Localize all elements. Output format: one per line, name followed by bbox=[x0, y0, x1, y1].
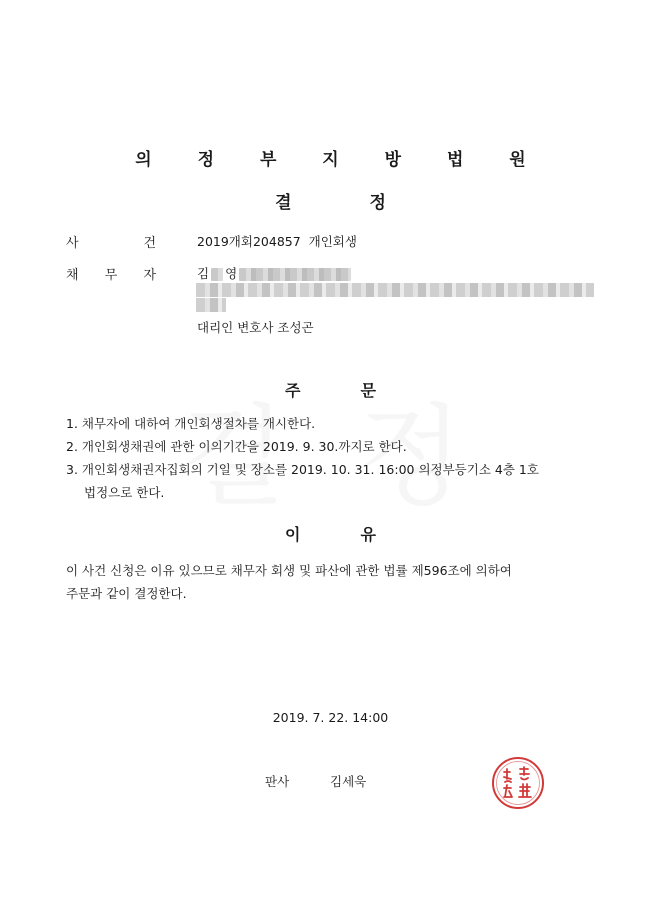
order-item-1: 1. 채무자에 대하여 개인회생절차를 개시한다. bbox=[66, 416, 316, 431]
case-value bbox=[197, 232, 357, 250]
judge-name: 김세욱 bbox=[330, 774, 367, 789]
reason-line-2: 주문과 같이 결정한다. bbox=[66, 586, 187, 601]
reason-title bbox=[0, 522, 661, 545]
doc-title-second-char: 정 bbox=[369, 193, 386, 213]
order-title-char: 문 bbox=[360, 381, 376, 400]
order-item-3: 3. 개인회생채권자집회의 기일 및 장소를 2019. 10. 31. 16:00 의정부등기소 4층 1호 bbox=[66, 462, 539, 477]
case-label bbox=[66, 232, 156, 251]
case-type: 개인회생 bbox=[308, 234, 357, 249]
debtor-name-last: 영 bbox=[225, 266, 238, 281]
judge-title: 판사 bbox=[265, 774, 290, 789]
decision-date: 2019. 7. 22. 14:00 bbox=[272, 710, 389, 725]
court-name: 의 정 부 지 방 법 원 bbox=[135, 150, 546, 170]
order-title-char: 주 bbox=[285, 381, 301, 400]
doc-title-first-char: 결 bbox=[275, 193, 292, 213]
order-item-3-continued: 법정으로 한다. bbox=[84, 485, 165, 500]
debtor-label-char: 자 bbox=[143, 268, 156, 283]
debtor-label-char: 채 bbox=[66, 268, 79, 283]
document-title bbox=[0, 188, 661, 213]
order-item-2: 2. 개인회생채권에 관한 이의기간을 2019. 9. 30.까지로 한다. bbox=[66, 439, 407, 454]
redacted-address-line-2 bbox=[196, 298, 226, 312]
case-label-char: 건 bbox=[143, 236, 156, 251]
debtor-label bbox=[66, 264, 156, 283]
debtor-name-first: 김 bbox=[197, 266, 210, 281]
reason-title-char: 유 bbox=[360, 525, 376, 544]
watermark bbox=[180, 392, 500, 522]
debtor-agent: 대리인 변호사 조성곤 bbox=[197, 320, 314, 335]
judge-seal-icon bbox=[490, 755, 546, 811]
debtor-name bbox=[197, 264, 351, 282]
order-title bbox=[0, 378, 661, 401]
redacted-address-line-1 bbox=[196, 283, 594, 297]
case-label-char: 사 bbox=[66, 236, 79, 251]
redacted-name-middle bbox=[211, 268, 223, 281]
reason-title-char: 이 bbox=[285, 525, 301, 544]
reason-line-1: 이 사건 신청은 이유 있으므로 채무자 회생 및 파산에 관한 법률 제596조에 의하여 bbox=[66, 563, 512, 578]
debtor-label-char: 무 bbox=[104, 268, 118, 283]
redacted-id bbox=[239, 268, 351, 281]
case-number: 2019개회204857 bbox=[197, 234, 301, 249]
